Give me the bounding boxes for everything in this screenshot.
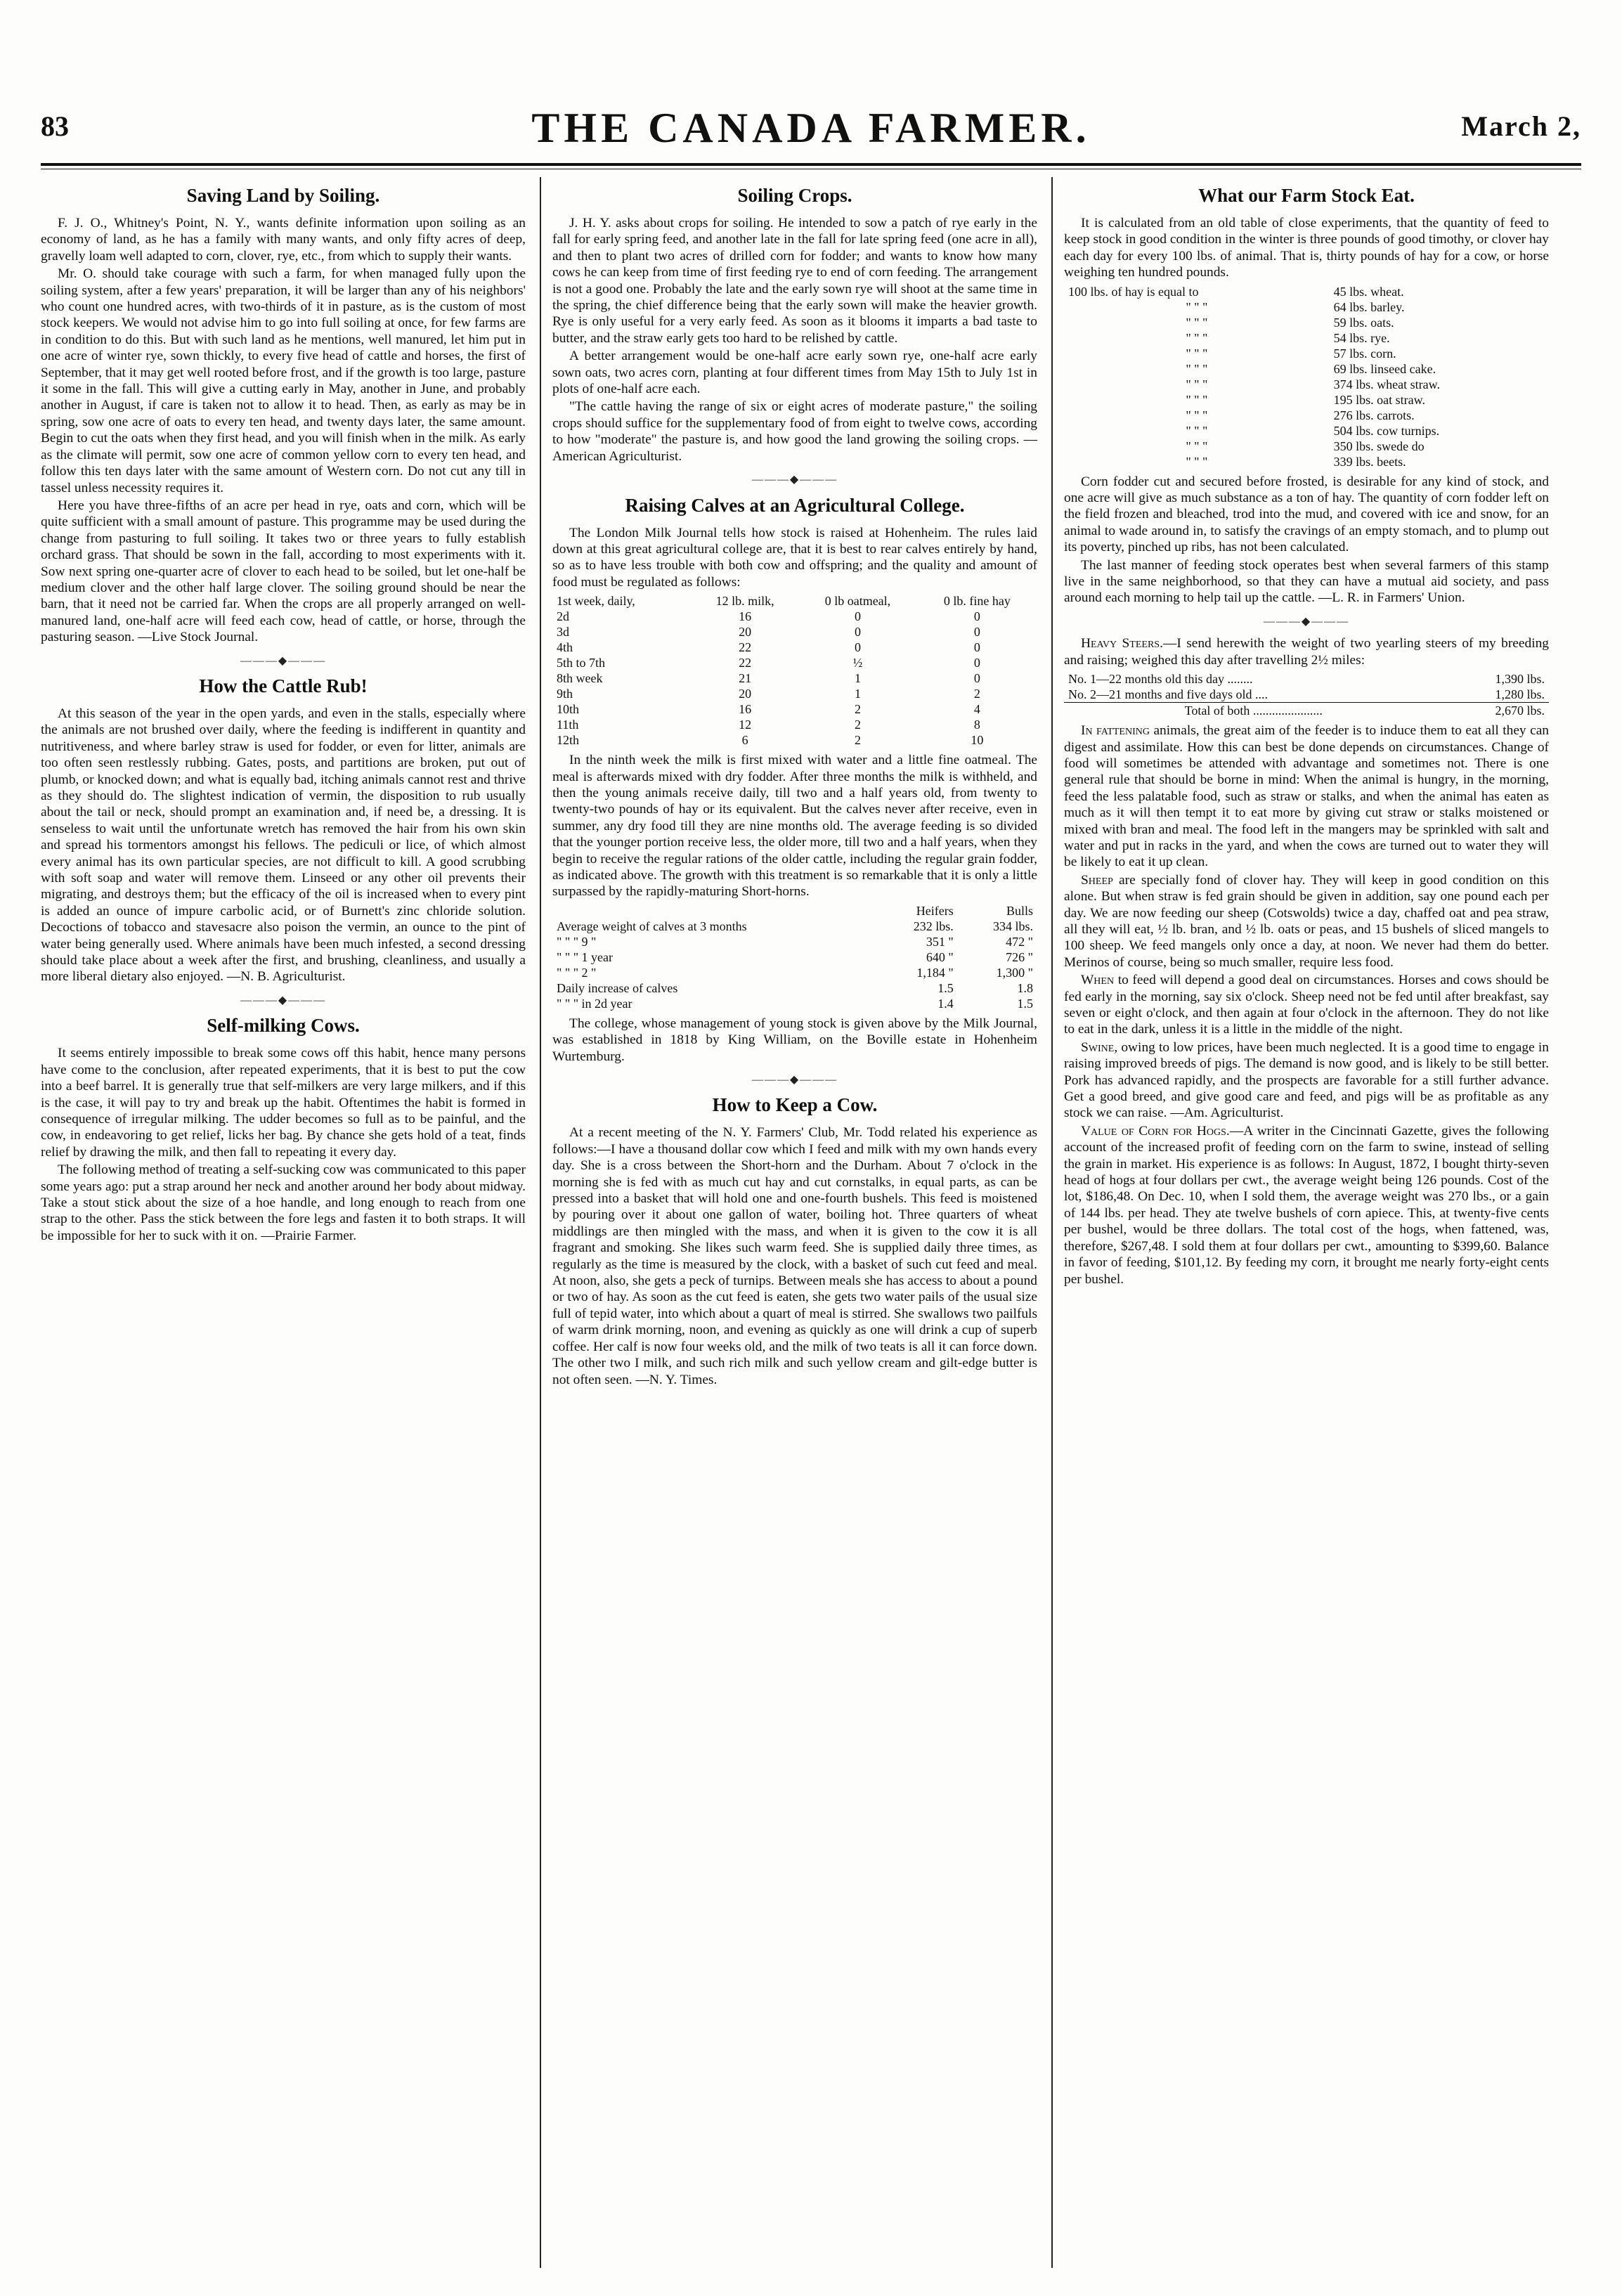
paragraph: "The cattle having the range of six or eight acres of moderate pasture," the soiling crops should suffice for the supplementary food of from eight to twelve cows, according to how "moderate" the pasture is, and how good the land growing the soiling crops. —American Agriculturist. xyxy=(552,399,1037,464)
column-header: Heifers xyxy=(916,903,954,918)
run-in-heading: In fattening xyxy=(1081,723,1150,739)
article-farm-stock-eat xyxy=(1064,184,1549,607)
run-in-heading: When xyxy=(1081,973,1115,988)
paragraph xyxy=(1064,972,1549,1038)
section-separator: ———◆——— xyxy=(751,474,838,486)
paragraph: At this season of the year in the open yards, and even in the stalls, especially where the animals are not brushed over daily, where the feeding is indifferent in quantity and nutritiveness, and where barley straw is used for fodder, or even for litter, animals are too often seen restlessly rubbing. Gates, posts, and partitions are broken, put out of plumb, or knocked down; and what is equally bad, itching animals cannot rest and thrive as they should do. The slightest indication of vermin, the disposition to rub usually about the tail or neck, should prompt an examination and, if need be, a dressing. It is senseless to wait until the unfortunate wretch has removed the hair from his own skin and spread his tormentors amongst his fellows. The pediculi or lice, of which almost every animal has its own particular species, are not difficult to kill. A good scrubbing with soft soap and water will remove them. Linseed or any other oil prevents their migrating, and destroys them; but the efficacy of the oil is increased when to every pint is added an ounce of impure carbolic acid, or of Burnett's zinc chloride solution. Decoctions of tobacco and stavesacre also poison the vermin, an ounce to the pint of water being generally used. Where animals have been much infested, a second dressing should take place about a week after the first, and brushing, cleanliness, and usually a more liberal dietary also enjoyed. —N. B. Agriculturist. xyxy=(41,706,526,985)
table-row xyxy=(552,593,1037,609)
article-swine xyxy=(1064,1039,1549,1122)
paragraph: It is calculated from an old table of close experiments, that the quantity of feed to keep stock in good condition in the winter is three pounds of good timothy, or clover hay each day for every 100 lbs. of animal. That is, thirty pounds of hay for a cow, or horse weighing ten hundred pounds. xyxy=(1064,216,1549,280)
table-row xyxy=(552,965,1037,980)
table-row xyxy=(552,670,1037,686)
table-cell: " " " xyxy=(1186,299,1208,314)
table-cell: 2,670 lbs. xyxy=(1495,703,1545,718)
table-cell: 22 xyxy=(739,640,752,655)
run-in-heading: Heavy Steers. xyxy=(1081,636,1163,651)
article-saving-land xyxy=(41,184,526,646)
table-row xyxy=(1064,423,1549,439)
table-cell: 69 lbs. linseed cake. xyxy=(1333,361,1436,376)
table-cell: 2 xyxy=(854,733,861,748)
section-separator: ———◆——— xyxy=(240,994,327,1006)
table-cell: 21 xyxy=(739,671,752,686)
table-row xyxy=(1064,408,1549,423)
paragraph: The following method of treating a self-sucking cow was communicated to this paper some years ago: put a strap around her neck and another around her body about midway. Take a stout stick about the size of a hoe handle, and long enough to reach from one strap to the other. Pass the stick between the fore legs and fasten it to both straps. It will be impossible for her to suck with it on. —Prairie Farmer. xyxy=(41,1162,526,1243)
article-self-milking-cows xyxy=(41,1014,526,1244)
table-row xyxy=(1064,330,1549,346)
table-cell: " " " xyxy=(1186,330,1208,345)
steer-weights-table xyxy=(1064,671,1549,718)
table-cell: 472 " xyxy=(1006,934,1033,949)
table-cell: 0 lb. fine hay xyxy=(943,594,1011,609)
table-cell: 0 xyxy=(973,609,980,624)
table-cell: 10 xyxy=(971,733,984,748)
table-cell: 1,280 lbs. xyxy=(1495,687,1545,702)
table-row xyxy=(552,640,1037,655)
table-cell: " " " xyxy=(1186,392,1208,407)
table-cell: 1,184 " xyxy=(916,965,954,980)
table-cell: 20 xyxy=(739,625,752,640)
paragraph: At a recent meeting of the N. Y. Farmers' Club, Mr. Todd related his experience as follows:—I have a thousand dollar cow which I feed and milk with my own hands every day. She is a cross between the Short-horn and the Durham. About 7 o'clock in the morning she is fed with as much cut hay and cut cornstalks, in equal parts, as can be pressed into a basket that will hold one and one-fourth bushels. This feed is moistened by pouring over it about one gallon of water, boiling hot. Three quarters of wheat middlings are then mingled with the mass, and when it is given to the cow it is all fragrant and smoking. She likes such warm feed. She is supplied daily three times, as regularly as the time is measured by the clock, with a basket of such cut feed and meal. At noon, also, she gets a peck of turnips. Between meals she has access to about a pound or two of hay. As soon as the cut feed is eaten, she gets two water pails of the usual size full of tepid water, into which about a quart of meal is stirred. She swallows two pailfuls of warm drink morning, noon, and evening as quickly as one will drink a cup of superb coffee. Her calf is now four weeks old, and the milk of two teats is all it can force down. The other two I milk, and such rich milk and such yellow cream and gilt-edge butter is not often seen. —N. Y. Times. xyxy=(552,1125,1037,1387)
table-cell: ½ xyxy=(852,656,863,670)
article-heavy-steers xyxy=(1064,635,1549,718)
issue-date: March 2, xyxy=(1461,110,1581,142)
calf-feeding-table xyxy=(552,593,1037,748)
section-separator: ———◆——— xyxy=(240,654,327,667)
run-in-heading: Value of Corn for Hogs. xyxy=(1081,1123,1230,1139)
column-1 xyxy=(41,181,526,2283)
table-cell: " " " 2 " xyxy=(557,965,597,980)
table-cell: " " " xyxy=(1186,423,1208,438)
table-row xyxy=(1064,299,1549,315)
table-row xyxy=(1064,377,1549,392)
paragraph-text: owing to low prices, have been much neglected. It is a good time to engage in raising improved breeds of pigs. The demand is now good, and is likely to be still better. Pork has advanced rapidly, and the prospects are favorable for a still further advance. Get a good breed, and give good care and feed, and pigs will be as profitable as any stock we can raise. —Am. Agriculturist. xyxy=(1064,1039,1549,1121)
table-cell: " " " xyxy=(1186,315,1208,330)
table-row xyxy=(1064,392,1549,408)
table-cell: Daily increase of calves xyxy=(557,980,678,995)
article-soiling-crops xyxy=(552,184,1037,465)
table-row xyxy=(1064,284,1549,299)
paragraph xyxy=(1064,1039,1549,1122)
article-sheep xyxy=(1064,872,1549,971)
article-when-to-feed xyxy=(1064,972,1549,1038)
table-row xyxy=(552,609,1037,624)
page-number: 83 xyxy=(41,110,69,142)
paragraph: Mr. O. should take courage with such a farm, for when managed fully upon the soiling system, after a few years' preparation, it will be larger than any of his neighbors' who count one hundred acres, with two-thirds of it in pasture, as is the custom of most stock keepers. We would not advise him to go into full soiling at once, for few farms are in condition to do this. But with such land as he mentions, well manured, let him put in one acre of winter rye, sown thickly, to every five head of cattle and horses, the first of September, that it may get well rooted before frost, and if the growth is too large, pasture it some in the fall. This will give a cutting early in May, another in June, and probably another in August, if care is taken not to allow it to head. Then, as early as may be in spring, sow one acre of oats to every ten head, and twenty days later, the same amount. Begin to cut the oats when they first head, and you will finish when in the milk. As early as the climate will permit, sow one acre of common yellow corn to every ten head, and follow this ten days later with the same amount of Western corn. Do not cut any till in tassel unless necessity requires it. xyxy=(41,266,526,495)
table-cell: 2d xyxy=(557,609,569,624)
paragraph-text: are specially fond of clover hay. They will keep in good condition on this alone. But when straw is fed grain should be given in addition, say one pound each per day. We are now feeding our sheep (Cotswolds) twice a day, chaffed oat and pea straw, all they will eat, ½ lb. bran, and ½ lb. oats or peas, and 15 bushels of sliced mangels to 100 sheep. We feed mangels only once a day, at noon. We never had them do better. Merinos of course, being so much smaller, require less food. xyxy=(1064,872,1549,970)
table-cell: 726 " xyxy=(1006,949,1033,964)
table-cell: 22 xyxy=(739,656,752,670)
column-header: Bulls xyxy=(1006,903,1033,918)
paragraph xyxy=(1064,872,1549,971)
article-keep-a-cow xyxy=(552,1094,1037,1388)
table-row xyxy=(552,717,1037,732)
paragraph-text: to feed will depend a good deal on circumstances. Horses and cows should be fed early in the morning, say six o'clock. Sheep need not be fed until after breakfast, say seven or eight o'clock, and then again at four o'clock in the afternoon. They do not like to eat in the dark, unless it is a little in the middle of the night. xyxy=(1064,973,1549,1037)
table-row xyxy=(552,624,1037,640)
paragraph xyxy=(1064,1123,1549,1288)
table-cell: 8th week xyxy=(557,671,603,686)
table-cell: 4 xyxy=(973,702,980,717)
table-cell: " " " in 2d year xyxy=(557,996,632,1011)
table-cell: " " " xyxy=(1186,454,1208,469)
article-title: Raising Calves at an Agricultural College. xyxy=(625,494,965,516)
table-cell: 5th to 7th xyxy=(557,656,606,670)
article-corn-for-hogs xyxy=(1064,1123,1549,1288)
table-cell: 1.8 xyxy=(1017,980,1033,995)
column-divider xyxy=(540,177,541,2268)
table-cell: 350 lbs. swede do xyxy=(1333,439,1425,453)
article-title: Self-milking Cows. xyxy=(207,1015,360,1037)
table-cell: 1,300 " xyxy=(996,965,1033,980)
table-cell: 0 xyxy=(854,625,861,640)
table-cell: 64 lbs. barley. xyxy=(1333,299,1405,314)
section-separator: ———◆——— xyxy=(751,1074,838,1086)
table-row xyxy=(1064,361,1549,377)
table-cell: 57 lbs. corn. xyxy=(1333,346,1396,361)
paragraph-text: —A writer in the Cincinnati Gazette, gives the following account of the increased profit of feeding corn on the farm to swine, instead of selling the grain in market. His experience is as follows: In August, 1872, I bought thirty-seven head of hogs at four dollars per cwt., the average weight being 126 pounds. Cost of the lot, $186,48. On Dec. 10, when I sold them, the average weight was 270 lbs., or a gain of 144 lbs. per head. They ate twelve bushels of corn apiece. This, at twenty-five cents per bushel, would be three dollars. The total cost of the hogs, when fattened, was, therefore, $267,48. I sold them at four dollars per cwt., amounting to $399,60. Balance in favor of feeding, $101,12. By feeding my corn, it brought me nearly forty-eight cents per bushel. xyxy=(1064,1123,1549,1287)
table-row xyxy=(1064,346,1549,361)
table-cell: 195 lbs. oat straw. xyxy=(1333,392,1425,407)
table-cell: 10th xyxy=(557,702,580,717)
run-in-heading: Swine, xyxy=(1081,1039,1118,1055)
table-cell: 0 lb oatmeal, xyxy=(824,594,891,609)
table-cell: 232 lbs. xyxy=(913,919,954,933)
table-header-row xyxy=(552,903,1037,919)
table-cell: " " " xyxy=(1186,408,1208,422)
article-fattening xyxy=(1064,722,1549,871)
table-row xyxy=(552,686,1037,701)
table-cell: 1,390 lbs. xyxy=(1495,672,1545,687)
table-cell: " " " 1 year xyxy=(557,949,614,964)
table-cell: 3d xyxy=(557,625,569,640)
column-3 xyxy=(1064,181,1549,2283)
table-row xyxy=(552,919,1037,934)
table-cell: " " " xyxy=(1186,377,1208,391)
table-cell: " " " xyxy=(1186,346,1208,361)
table-cell: No. 1—22 months old this day ........ xyxy=(1068,672,1253,687)
table-row xyxy=(1064,454,1549,469)
table-cell: 0 xyxy=(973,625,980,640)
table-row xyxy=(552,980,1037,996)
article-cattle-rub xyxy=(41,675,526,985)
article-title: How the Cattle Rub! xyxy=(199,675,368,696)
article-raising-calves xyxy=(552,494,1037,1065)
table-cell: 640 " xyxy=(926,949,954,964)
table-cell: No. 2—21 months and five days old .... xyxy=(1068,687,1268,702)
article-title: How to Keep a Cow. xyxy=(712,1094,878,1116)
paragraph: A better arrangement would be one-half acre early sown rye, one-half acre early sown oats, two acres corn, planting at four different times from May 15th to July 1st in plots of one-half acre each. xyxy=(552,349,1037,397)
table-cell: 0 xyxy=(973,671,980,686)
table-row xyxy=(552,655,1037,670)
table-row xyxy=(552,701,1037,717)
paragraph: The last manner of feeding stock operates best when several farmers of this stamp live in the same neighborhood, so that they can have a mutual aid society, and pass around each morning to help tail up the cattle. —L. R. in Farmers' Union. xyxy=(1064,557,1549,606)
paragraph xyxy=(1064,635,1549,668)
table-row xyxy=(1064,315,1549,330)
table-cell: 2 xyxy=(854,702,861,717)
table-cell: 8 xyxy=(973,718,980,732)
paragraph: J. H. Y. asks about crops for soiling. He intended to sow a patch of rye early in the fall for early spring feed, and another late in the fall for late spring feed (one acre in all), and then to plant two acres of drilled corn for fodder; and wants to know how many cows he can keep from time of first feeding rye to end of corn feeding. The arrangement is not a good one. Probably the late and the early sown rye will shoot at the same time in the spring, the chief difference being that the early sown will make the heavier growth. Rye is only useful for a very early feed. As soon as it blooms it imparts a bad taste to butter, and the straw early gets too hard to be relished by cattle. xyxy=(552,216,1037,346)
table-cell: 9th xyxy=(557,687,573,701)
table-cell: 339 lbs. beets. xyxy=(1333,454,1406,469)
table-cell: 1 xyxy=(854,687,861,701)
paragraph: In the ninth week the milk is first mixed with water and a little fine oatmeal. The meal is afterwards mixed with dry fodder. After three months the milk is withheld, and then the young animals receive daily, till two and a half years old, from twenty to twenty-two pounds of hay or its equivalent. But the calves never after receive, even in summer, any dry food till they are nine months old. The average feeding is so divided that the younger portion receive less, the older more, till two and a half years, when they begin to receive the regular rations of the older cattle, including the regular grain fodder, as indicated above. The growth with this treatment is so remarkable that it is only a little surpassed by the rapidly-maturing Short-horns. xyxy=(552,753,1037,900)
table-cell: 45 lbs. wheat. xyxy=(1333,284,1404,299)
total-row xyxy=(1064,703,1549,719)
table-cell: 0 xyxy=(854,640,861,655)
article-title: What our Farm Stock Eat. xyxy=(1198,185,1415,206)
header-rule xyxy=(41,163,1581,166)
table-cell: 59 lbs. oats. xyxy=(1333,315,1394,330)
table-row xyxy=(552,949,1037,965)
table-row xyxy=(1064,439,1549,454)
article-title: Soiling Crops. xyxy=(737,185,852,206)
table-cell: 351 " xyxy=(926,934,954,949)
newspaper-title: THE CANADA FARMER. xyxy=(531,105,1091,151)
table-cell: Average weight of calves at 3 months xyxy=(557,919,747,933)
table-row xyxy=(1064,687,1549,703)
table-cell: 12th xyxy=(557,733,580,748)
table-row xyxy=(552,996,1037,1011)
calf-weights-table xyxy=(552,903,1037,1011)
paragraph xyxy=(1064,722,1549,871)
table-cell: " " " xyxy=(1186,439,1208,453)
table-cell: 4th xyxy=(557,640,573,655)
hay-equivalents-table xyxy=(1064,284,1549,469)
paragraph: F. J. O., Whitney's Point, N. Y., wants definite information upon soiling as an economy of land, as he has a family with many wants, and only fifty acres of deep, gravelly loam well adapted to corn, clover, rye, etc., from which to supply their wants. xyxy=(41,216,526,264)
table-cell: 0 xyxy=(973,640,980,655)
table-cell: " " " xyxy=(1186,361,1208,376)
paragraph-text: —I send herewith the weight of two yearling steers of my breeding and raising; weighed this day after travelling 2½ miles: xyxy=(1064,636,1549,668)
paragraph: The London Milk Journal tells how stock is raised at Hohenheim. The rules laid down at this great agricultural college are, that it is best to rear calves entirely by hand, so as to have less trouble with both cow and offspring; and the quality and amount of food must be regulated as follows: xyxy=(552,525,1037,590)
paragraph-text: animals, the great aim of the feeder is to induce them to eat all they can digest and assimilate. How this can best be done depends on circumstances. Change of food will sometimes be attended with advantage and sometimes not. There is one general rule that should be borne in mind: When the animal is hungry, in the morning, feed the less palatable food, such as straw or stalks, and when the animal has eaten as much as it will then tempt it to eat more by giving cut straw or stalks moistened or mixed with bran and meal. The food left in the mangers may be sprinkled with salt and water and put in racks in the yard, and when the cows are turned out to water they will be likely to eat it up clean. xyxy=(1064,723,1549,870)
table-cell: 6 xyxy=(741,733,748,748)
section-separator: ———◆——— xyxy=(1263,615,1350,628)
article-title: Saving Land by Soiling. xyxy=(186,185,380,206)
table-cell: 2 xyxy=(973,687,980,701)
table-cell: 1.5 xyxy=(1017,996,1033,1011)
column-divider xyxy=(1051,177,1053,2268)
table-cell: 12 xyxy=(739,718,752,732)
table-cell: 374 lbs. wheat straw. xyxy=(1333,377,1440,391)
table-cell: 0 xyxy=(854,609,861,624)
table-cell: 12 lb. milk, xyxy=(715,594,774,609)
column-2 xyxy=(552,181,1037,2283)
table-cell: 1.5 xyxy=(937,980,954,995)
table-cell: 11th xyxy=(557,718,579,732)
table-cell: 16 xyxy=(739,702,752,717)
table-cell: " " " 9 " xyxy=(557,934,597,949)
table-cell: Total of both ...................... xyxy=(1184,703,1323,718)
table-row xyxy=(552,732,1037,748)
table-cell: 54 lbs. rye. xyxy=(1333,330,1390,345)
paragraph: Here you have three-fifths of an acre per head in rye, oats and corn, which will be quite sufficient with a small amount of pasture. This programme may be used during the change from pasturing to full soiling. It takes two or three years to fully establish orchard grass. That should be sown in the fall, according to most experiments with it. Sow next spring one-quarter acre of clover to each head to be soiled, but let one-half be medium clover and the other half large clover. The soiling ground should be near the barn, that it need not be carried far. When the crops are all properly arranged on well-manured land, one-half acre will feed each cow, head of cattle, or horse, through the pasturing season. —Live Stock Journal. xyxy=(41,498,526,645)
table-cell: 20 xyxy=(739,687,752,701)
paragraph: Corn fodder cut and secured before frosted, is desirable for any kind of stock, and one acre will give as much substance as a ton of hay. The quantity of corn fodder left on the field frozen and bleached, trod into the mud, and covered with ice and snow, for an animal to wade around in, to satisfy the cravings of an empty stomach, and to plump out its poverty, pinched up ribs, has not been calculated. xyxy=(1064,474,1549,555)
table-row xyxy=(1064,671,1549,687)
masthead xyxy=(41,104,1581,162)
table-row xyxy=(552,934,1037,949)
table-cell: 334 lbs. xyxy=(992,919,1033,933)
table-cell: 16 xyxy=(739,609,752,624)
paragraph: The college, whose management of young stock is given above by the Milk Journal, was established in 1818 by King William, on the Boville estate in Hohenheim Wurtemburg. xyxy=(552,1016,1037,1064)
table-cell: 276 lbs. carrots. xyxy=(1333,408,1415,422)
table-cell: 0 xyxy=(973,656,980,670)
table-cell: 2 xyxy=(854,718,861,732)
run-in-heading: Sheep xyxy=(1081,872,1113,888)
table-cell: 1.4 xyxy=(937,996,954,1011)
table-cell: 100 lbs. of hay is equal to xyxy=(1068,284,1199,299)
table-cell: 1 xyxy=(854,671,861,686)
paragraph: It seems entirely impossible to break some cows off this habit, hence many persons have come to the conclusion, after repeated experiments, that it is best to put the cow into a beef barrel. It is generally true that self-milkers are very large milkers, and if this is the case, it will pay to try and break up the habit. Oftentimes the habit is formed in consequence of irregular milking. The udder becomes so full as to be painful, and the cow, in endeavoring to get relief, licks her bag. By chance she gets hold of a teat, finds relief by drawing the milk, and then fall to repeating it every day. xyxy=(41,1046,526,1160)
table-cell: 1st week, daily, xyxy=(557,594,635,609)
table-cell: 504 lbs. cow turnips. xyxy=(1333,423,1440,438)
